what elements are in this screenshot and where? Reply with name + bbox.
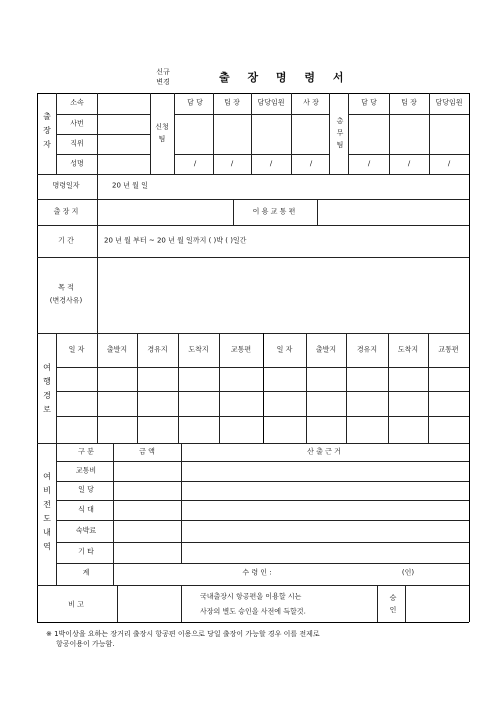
footnote-line-2: 항공이용이 가능함.: [56, 640, 115, 648]
traveler-section-label: 출 장 자: [43, 112, 51, 149]
form-type-label: [150, 67, 176, 87]
grid-line: [329, 93, 330, 174]
expense-item-transport: 교통비: [75, 466, 97, 475]
expense-item-meals: 식 대: [78, 505, 94, 514]
grid-line: [56, 93, 57, 174]
grid-line: [137, 333, 138, 443]
purpose-label: 목 적: [58, 283, 74, 292]
slash-2: /: [230, 159, 234, 168]
grid-line: [37, 333, 469, 334]
grid-line: [348, 93, 349, 174]
req-role-manager: 팀 장: [224, 98, 240, 107]
route-header-2: 출발지: [106, 345, 128, 354]
grid-line: [56, 114, 150, 115]
gen-role-executive: 담당임원: [435, 98, 463, 107]
field-employee-id: 사번: [70, 119, 84, 128]
transport-label: 이 용 교 통 편: [252, 207, 296, 216]
expense-item-other: 기 타: [78, 547, 94, 556]
general-team-label: 총 무 팀: [336, 117, 344, 149]
period-value: 20 년 월 부터 ~ 20 년 월 일까지 ( )박 ( )일간: [104, 236, 247, 245]
grid-line: [219, 333, 220, 443]
remarks-label: 비 고: [68, 600, 84, 609]
type-change: 변경: [156, 78, 170, 86]
route-header-6: 일 자: [276, 345, 293, 354]
grid-line: [251, 93, 252, 174]
purpose-change-reason: (변경사유): [49, 296, 83, 305]
grid-line: [56, 416, 469, 417]
grid-line: [56, 500, 469, 501]
grid-line: [117, 585, 118, 622]
expense-section-label: 여 비 전 도 내 역: [43, 472, 51, 551]
grid-line: [317, 199, 318, 225]
grid-line: [56, 542, 469, 543]
route-header-10: 교통편: [438, 345, 459, 354]
grid-line: [469, 93, 470, 622]
expense-item-daily: 일 당: [78, 485, 94, 494]
slash-5: /: [367, 159, 371, 168]
grid-line: [56, 134, 150, 135]
slash-1: /: [193, 159, 197, 168]
grid-line: [37, 225, 469, 226]
grid-line: [97, 333, 98, 443]
grid-line: [181, 585, 182, 622]
route-header-5: 교통편: [230, 345, 252, 354]
page-title: 출 장 명 령 서: [219, 71, 351, 84]
route-section-label: 여 행 경 로: [43, 363, 51, 414]
grid-line: [389, 93, 390, 174]
grid-line: [346, 333, 347, 443]
slash-3: /: [269, 159, 273, 168]
grid-line: [37, 93, 38, 622]
remarks-line-1: 국내출장시 항공편을 이용할 시는: [200, 592, 302, 601]
expense-kind-header: 구 분: [78, 447, 94, 456]
route-header-3: 경유지: [147, 345, 168, 354]
grid-line: [178, 333, 179, 443]
grid-line: [56, 367, 469, 368]
order-date-value: 20 년 월 일: [112, 181, 148, 190]
approval-label: 승 인: [389, 594, 397, 614]
grid-line: [348, 154, 469, 155]
grid-line: [56, 461, 469, 462]
period-label: 기 간: [58, 236, 74, 245]
grid-line: [37, 199, 469, 200]
slash-6: /: [407, 159, 411, 168]
grid-line: [56, 563, 469, 564]
req-role-executive: 담당임원: [257, 98, 285, 107]
grid-line: [213, 93, 214, 174]
grid-line: [233, 199, 234, 225]
grid-line: [150, 93, 151, 174]
footnote-line-1: ※ 1박이상을 요하는 장거리 출장시 항공편 이용으로 당일 출장이 가능할 경우 이를 전제로: [46, 630, 320, 638]
grid-line: [37, 257, 469, 258]
grid-line: [174, 93, 175, 174]
receiver-seal: (인): [401, 568, 415, 577]
grid-line: [97, 93, 98, 174]
remarks-line-2: 사장의 별도 승인을 사전에 득할것.: [200, 607, 306, 616]
grid-line: [37, 93, 469, 94]
type-new: 신규: [156, 68, 170, 76]
grid-line: [263, 333, 264, 443]
gen-role-staff: 담 당: [361, 98, 377, 107]
req-role-ceo: 사 장: [303, 98, 319, 107]
destination-label: 출 장 지: [53, 207, 79, 216]
route-header-7: 출발지: [315, 345, 337, 354]
grid-line: [56, 391, 469, 392]
grid-line: [429, 93, 430, 174]
field-position: 직위: [70, 139, 84, 148]
grid-line: [405, 585, 406, 622]
req-role-staff: 담 당: [187, 98, 203, 107]
grid-line: [56, 481, 469, 482]
grid-line: [37, 622, 469, 623]
expense-item-lodging: 숙박료: [75, 526, 97, 535]
gen-role-manager: 팀 장: [401, 98, 417, 107]
grid-line: [37, 174, 469, 175]
route-header-9: 도착지: [397, 345, 419, 354]
grid-line: [37, 443, 469, 444]
field-department: 소속: [70, 98, 84, 107]
grid-line: [388, 333, 389, 443]
route-header-8: 경유지: [356, 345, 378, 354]
grid-line: [348, 114, 469, 115]
expense-amount-header: 금 액: [139, 447, 155, 456]
grid-line: [56, 333, 57, 443]
slash-7: /: [447, 159, 451, 168]
order-date-label: 명령일자: [52, 181, 80, 190]
expense-total: 계: [82, 568, 90, 577]
route-header-1: 일 자: [68, 345, 85, 354]
footnote: [46, 629, 486, 649]
grid-line: [97, 174, 98, 333]
grid-line: [56, 520, 469, 521]
slash-4: /: [309, 159, 313, 168]
field-name: 성명: [70, 159, 84, 168]
grid-line: [56, 154, 150, 155]
request-team-label: 신청 팀: [155, 123, 169, 143]
grid-line: [306, 333, 307, 443]
expense-basis-header: 산 출 근 거: [307, 447, 341, 456]
grid-line: [291, 93, 292, 174]
receiver-label: 수 령 인 :: [242, 568, 272, 577]
route-header-4: 도착지: [188, 345, 209, 354]
grid-line: [377, 585, 378, 622]
grid-line: [428, 333, 429, 443]
